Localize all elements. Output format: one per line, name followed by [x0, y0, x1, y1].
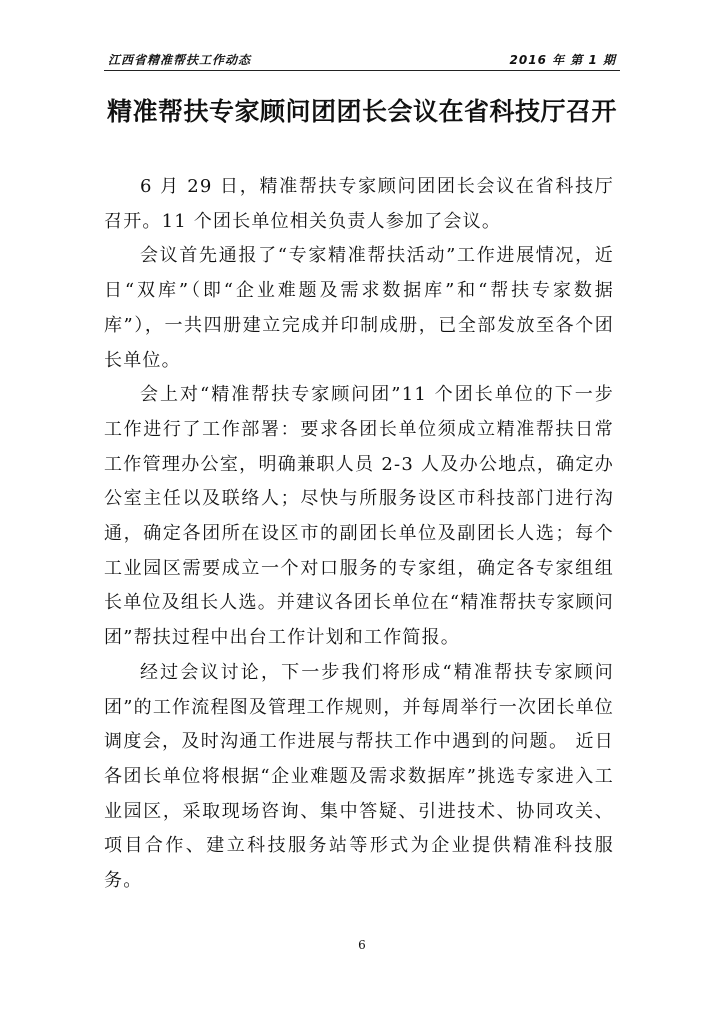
article-title: 精准帮扶专家顾问团团长会议在省科技厅召开 — [106, 97, 617, 126]
page-header — [104, 48, 620, 71]
paragraph-1: 6 月 29 日，精准帮扶专家顾问团团长会议在省科技厅召开。11 个团长单位相关负责人参加了会议。 — [104, 176, 614, 232]
paragraph-2: 会议首先通报了“专家精准帮扶活动”工作进展情况，近日“双库”（即“企业难题及需求数据库”和“帮扶专家数据库”），一共四册建立完成并印制成册，已全部发放至各个团长单位。 — [104, 245, 614, 371]
issue-number: 2016 年 第 1 期 — [509, 53, 616, 67]
article-body — [104, 170, 614, 899]
publication-name: 江西省精准帮扶工作动态 — [108, 53, 252, 67]
paragraph-3: 会上对“精准帮扶专家顾问团”11 个团长单位的下一步工作进行了工作部署：要求各团长单位须成立精准帮扶日常工作管理办公室，明确兼职人员 2-3 人及办公地点，确定办公室主任以及联络人；尽快与所服务设区市科技部门进行沟通，确定各团所在设区市的副团长单位及副团长人选；每个工业园区需要成立一个对口服务的专家组，确定各专家组组长单位及组长人选。并建议各团长单位在“精准帮扶专家顾问团”帮扶过程中出台工作计划和工作简报。 — [104, 384, 614, 649]
paragraph-4: 经过会议讨论，下一步我们将形成“精准帮扶专家顾问团”的工作流程图及管理工作规则，并每周举行一次团长单位调度会，及时沟通工作进展与帮扶工作中遇到的问题。 近日各团长单位将根据“企业难题及需求数据库”挑选专家进入工业园区，采取现场咨询、集中答疑、引进技术、协同攻关、项目合作、建立科技服务站等形式为企业提供精准科技服务。 — [104, 661, 614, 892]
page-number: 6 — [358, 938, 366, 952]
